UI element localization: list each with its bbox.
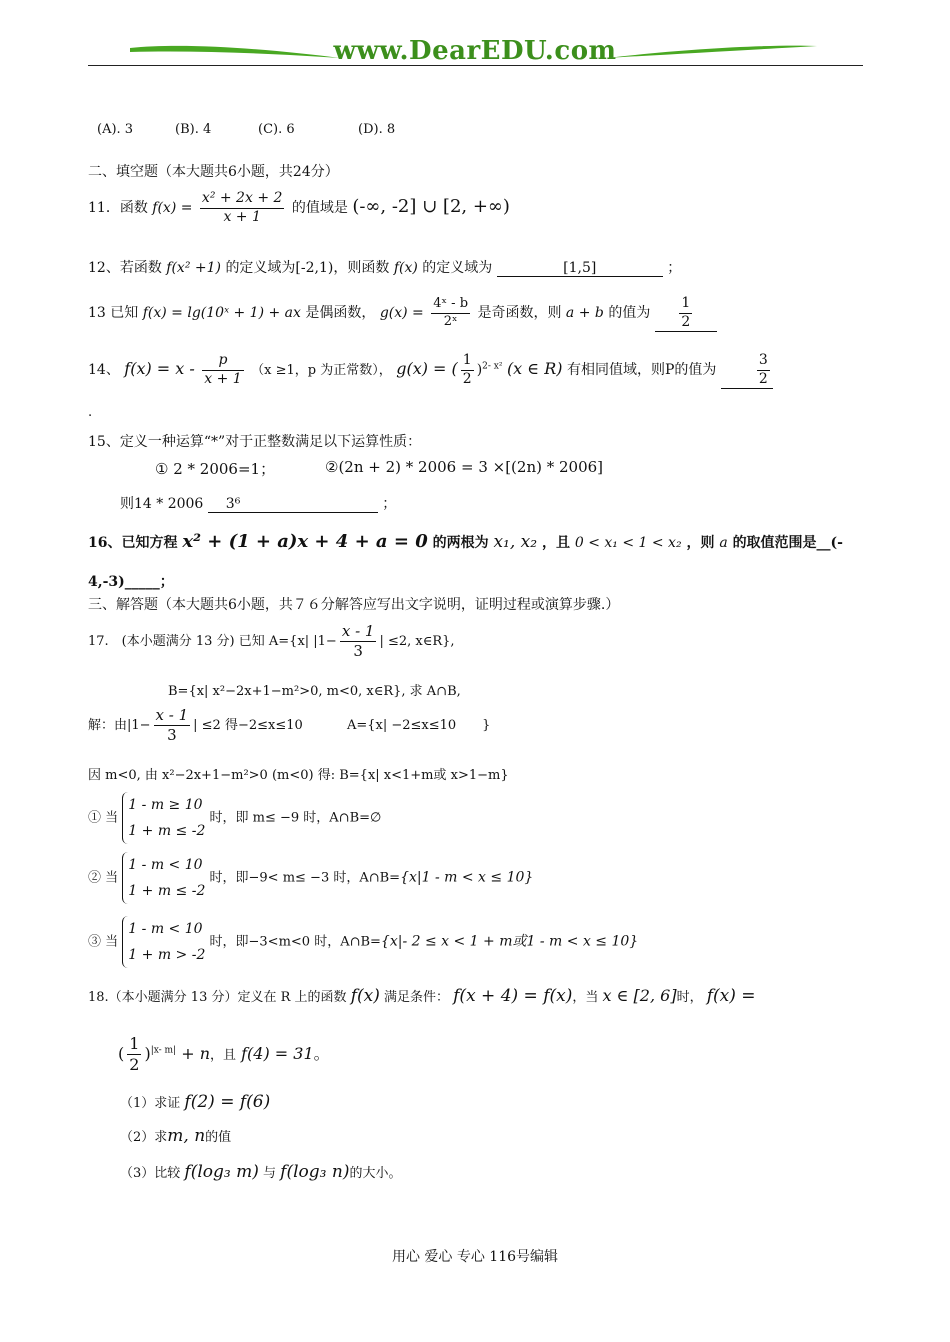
q12-end: ； (667, 260, 682, 276)
q14-prefix: 14、 (88, 362, 120, 378)
q17-case2-a: 1 - m < 10 (128, 857, 203, 873)
q15-end: ； (382, 496, 397, 512)
q14-answer-den: 2 (758, 370, 768, 387)
q15-answer: 3⁶ (208, 496, 378, 513)
q17-sol-prefix: 解：由|1− (88, 717, 151, 733)
q13-suffix2: 的值为 (608, 305, 651, 321)
q17-case3-set: {x|- 2 ≤ x < 1 + m或1 - m < x ≤ 10} (380, 933, 639, 950)
q16-line2: 4,-3)_____； (88, 574, 174, 590)
q13-answer-blank (655, 295, 717, 332)
q17-sol-fraction (154, 706, 191, 745)
q18-base-den: 2 (129, 1055, 140, 1074)
question-11 (88, 190, 510, 226)
q14-domain: (x ∈ R) (506, 359, 563, 378)
q11-fraction (200, 190, 284, 226)
q17-case1 (88, 792, 381, 844)
q18-line1-prefix: 18.（本小题满分 13 分）定义在 R 上的函数 (88, 990, 347, 1005)
q15-rule1: ① 2 * 2006=1； (155, 460, 276, 478)
q18-condition: f(x + 4) = f(x) (453, 986, 573, 1006)
q17-case3-system (122, 916, 205, 968)
q10-option-a: (A). 3 (97, 122, 134, 137)
q13-function2: g(x) = (379, 305, 424, 321)
q18-p2: m, n (167, 1126, 206, 1146)
q17-case2-text: 时，即−9< m≤ −3 时，A∩B= (209, 870, 401, 886)
q18-base (127, 1034, 141, 1075)
q18-line1-mid: 满足条件： (383, 990, 449, 1005)
q17-case1-b: 1 + m ≤ -2 (128, 823, 206, 839)
q18-part1 (120, 1092, 270, 1112)
q12-middle: 的定义域为[-2,1)，则函数 (225, 260, 390, 276)
q13-answer-den: 2 (681, 313, 691, 330)
q18-p3-mid: 与 (263, 1166, 277, 1181)
q17-line-m: 因 m<0, 由 x²−2x+1−m²>0 (m<0) 得: B={x| x<1+m或 x>1−m} (88, 768, 509, 783)
q15-line1: 15、定义一种运算“*”对于正整数满足以下运算性质： (88, 434, 422, 450)
q14-answer-blank (721, 352, 773, 389)
right-swoosh-icon (605, 40, 820, 62)
q11-denominator: x + 1 (223, 208, 261, 225)
q12-function: f(x² +1) (166, 260, 221, 276)
q18-line2: ( $\frac{1}{2}$ )$^{|x- m|}$ + n，且 f(4) = 31。 (118, 1034, 330, 1074)
q11-prefix: 11．函数 (88, 200, 148, 216)
q17-case1-text: 时，即 m≤ −9 时，A∩B=∅ (209, 810, 382, 826)
q17-line1-num: x - 1 (341, 622, 375, 640)
q10-option-c: (C). 6 (258, 122, 295, 137)
q17-case1-a: 1 - m ≥ 10 (128, 797, 203, 813)
q16-middle: 的两根为 (432, 535, 489, 551)
q16-roots: x₁, x₂ (493, 532, 538, 552)
q14-answer-num: 3 (757, 352, 770, 371)
q17-sol-num: x - 1 (155, 706, 189, 724)
q16-a: a (719, 535, 728, 551)
q17-line1-suffix: | ≤2, x∈R}, (379, 633, 455, 649)
q18-p3-label: （3）比较 (120, 1166, 181, 1181)
q14-suffix: 有相同值域，则P的值为 (566, 362, 717, 378)
q18-interval: x ∈ [2, 6] (602, 986, 677, 1005)
q14-exponent: 2- x² (482, 361, 503, 372)
q18-plus-n: + n (181, 1044, 210, 1063)
q17-case2-system (122, 852, 205, 904)
q16-prefix: 16、已知方程 (88, 535, 178, 551)
q18-line2-end: 。 (313, 1044, 330, 1063)
q12-suffix: 的定义域为 (422, 260, 493, 276)
q17-case3-b: 1 + m > -2 (128, 947, 206, 963)
question-14: 14、 f(x) = x - $\frac{p}{x + 1}$ （x ≥1，p 为正常数）， g(x) = ( $\frac{1}{2}$ )$^{2- x^2}$ (x ∈ R) 有相同值域，则P的值为 $\frac{3}{2}$ (88, 352, 773, 389)
q17-sol-set-a: A={x| −2≤x≤10 } (346, 717, 491, 733)
question-13 (88, 295, 717, 332)
q10-option-b: (B). 4 (175, 122, 212, 137)
q17-case1-system (122, 792, 205, 844)
q14-numerator: p (202, 352, 243, 371)
q13-suffix: 是奇函数，则 (477, 305, 562, 321)
q17-case3 (88, 916, 638, 968)
q18-p1-label: （1）求证 (120, 1096, 181, 1111)
q17-case3-a: 1 - m < 10 (128, 921, 203, 937)
q15-ask: 则14 * 2006 (120, 496, 204, 512)
q18-line1-end: 时， (676, 990, 703, 1005)
q13-denominator: 2ˣ (443, 313, 458, 329)
q13-answer-num: 1 (679, 295, 692, 314)
q13-numerator: 4ˣ - b (431, 296, 470, 313)
q18-line1-mid2: ，当 (572, 990, 599, 1005)
q17-line2: B={x| x²−2x+1−m²>0, m<0, x∈R}, 求 A∩B, (168, 684, 461, 699)
q13-answer (679, 295, 692, 331)
q18-p2-end: 的值 (205, 1130, 232, 1145)
q13-prefix: 13 已知 (88, 305, 139, 321)
q14-function2: g(x) = ( (396, 359, 458, 378)
section2-title: 二、填空题（本大题共6小题，共24分） (88, 164, 339, 180)
header-rule (88, 65, 863, 66)
q13-ab: a + b (565, 305, 604, 321)
q16-suffix2: 的取值范围是__(- (732, 535, 843, 551)
q18-part3 (120, 1162, 401, 1182)
q11-middle: 的值域是 (291, 200, 348, 216)
q15-ask-line (120, 493, 396, 513)
q17-line1-fraction (340, 622, 377, 661)
q18-line2-mid: ，且 (210, 1048, 237, 1063)
q17-case2-b: 1 + m ≤ -2 (128, 883, 206, 899)
q17-case3-label: ③ 当 (88, 934, 119, 950)
q17-line1-prefix: 17. (本小题满分 13 分) 已知 A={x| |1− (88, 633, 337, 649)
q17-case2-label: ② 当 (88, 870, 119, 886)
q12-function2: f(x) (393, 260, 418, 276)
q12-prefix: 12、若函数 (88, 260, 162, 276)
q14-base-num: 1 (461, 352, 474, 371)
q11-answer: (-∞, -2] ∪ [2, +∞) (352, 196, 510, 217)
q17-sol-suffix: | ≤2 得−2≤x≤10 (193, 717, 303, 733)
q14-fraction (202, 352, 243, 388)
q16-equation: x² + (1 + a)x + 4 + a = 0 (182, 531, 428, 552)
question-12 (88, 257, 681, 277)
q17-sol-den: 3 (167, 725, 177, 744)
q17-line1 (88, 622, 455, 661)
q14-base (461, 352, 474, 388)
q18-line2-condition: f(4) = 31 (241, 1044, 314, 1063)
q17-case1-label: ① 当 (88, 810, 119, 826)
q12-answer: [1,5] (497, 260, 663, 277)
q14-denominator: x + 1 (204, 370, 242, 387)
q18-p3-end: 的大小。 (349, 1166, 402, 1181)
q11-numerator: x² + 2x + 2 (200, 190, 284, 209)
q16-line1 (88, 531, 843, 552)
q18-p1: f(2) = f(6) (184, 1092, 271, 1112)
site-logo: www.DearEDU.com (333, 36, 617, 66)
stray-dot: . (88, 405, 93, 420)
q18-f2: f(x) = (706, 986, 756, 1006)
q17-solution (88, 706, 490, 745)
q18-p2-label: （2）求 (120, 1130, 168, 1145)
q13-fraction (431, 296, 470, 330)
section3-title: 三、解答题（本大题共6小题，共７６分解答应写出文字说明，证明过程或演算步骤.） (88, 597, 620, 613)
q18-base-num: 1 (129, 1034, 140, 1053)
q17-case2-set: {x|1 - m < x ≤ 10} (400, 869, 534, 886)
q14-answer (757, 352, 770, 388)
page-footer: 用心 爱心 专心 116号编辑 (391, 1249, 559, 1265)
q16-cond-prefix: ，且 (541, 535, 570, 551)
q16-suffix: ，则 (686, 535, 715, 551)
q16-condition: 0 < x₁ < 1 < x₂ (574, 535, 682, 551)
q14-base-den: 2 (462, 370, 472, 387)
q17-case2 (88, 852, 533, 904)
q18-exponent: |x- m| (150, 1045, 177, 1056)
q11-function: f(x) = (152, 200, 193, 216)
q15-rule2: ②(2n + 2) * 2006 = 3 ×[(2n) * 2006] (325, 458, 604, 476)
q10-option-d: (D). 8 (358, 122, 396, 137)
q14-function: f(x) = x - (124, 359, 195, 378)
q18-p3-b: f(log₃ n) (280, 1162, 350, 1182)
q13-middle: 是偶函数， (305, 305, 376, 321)
q14-condition: （x ≥1，p 为正常数）， (251, 363, 392, 378)
q17-line1-den: 3 (353, 641, 363, 660)
q13-function: f(x) = lg(10ˣ + 1) + ax (142, 305, 301, 321)
q18-p3-a: f(log₃ m) (184, 1162, 259, 1182)
q18-part2 (120, 1126, 231, 1146)
q17-case3-text: 时，即−3<m<0 时，A∩B= (209, 934, 381, 950)
q18-line1 (88, 986, 756, 1006)
q18-f: f(x) (350, 986, 380, 1006)
